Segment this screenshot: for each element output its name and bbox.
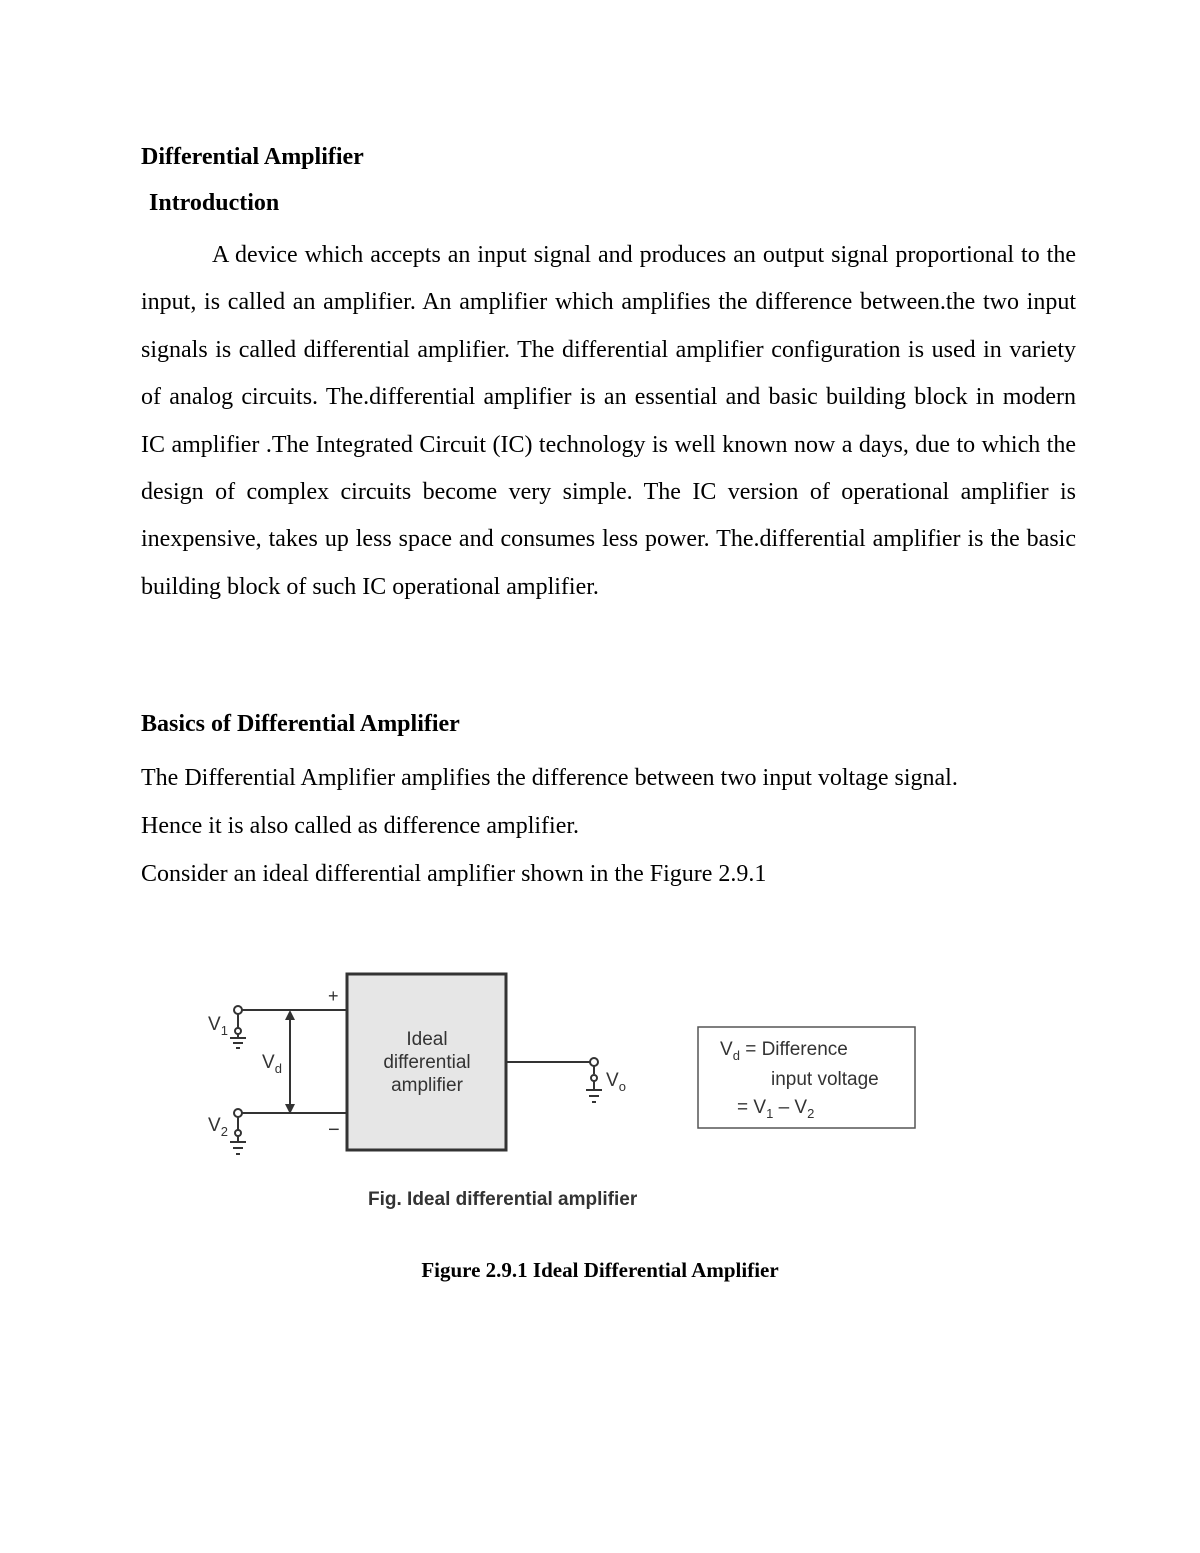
v1-label: $V_1$: [208, 1014, 228, 1038]
basics-line: Consider an ideal differential amplifier shown in the Figure 2.9.1: [141, 861, 767, 887]
document-title: Differential Amplifier: [141, 144, 364, 170]
basics-line: Hence it is also called as difference amplifier.: [141, 813, 580, 839]
definition-line-2: input voltage: [771, 1069, 879, 1090]
figure-caption: Figure 2.9.1 Ideal Differential Amplifier: [421, 1258, 779, 1282]
v2-label: $V_2$: [208, 1115, 228, 1139]
v1-terminal: [234, 1006, 242, 1014]
vo-label: $V_o$: [606, 1070, 626, 1094]
box-label-line-3: amplifier: [391, 1075, 463, 1096]
introduction-heading: Introduction: [149, 190, 280, 216]
v2-terminal: [234, 1109, 242, 1117]
basics-heading: Basics of Differential Amplifier: [141, 711, 460, 737]
differential-amplifier-figure: [180, 960, 940, 1220]
basics-line: The Differential Amplifier amplifies the difference between two input voltage signal.: [141, 765, 958, 791]
basics-text: [141, 754, 958, 898]
vd-label: $V_d$: [262, 1052, 282, 1076]
definition-line-1: $V_d$ = Difference: [720, 1039, 848, 1063]
box-label-line-2: differential: [383, 1052, 471, 1073]
figure-inner-caption: Fig. Ideal differential amplifier: [368, 1189, 638, 1210]
definition-line-3: = $V_1 - V_2$: [737, 1097, 815, 1121]
box-label-line-1: Ideal: [406, 1029, 448, 1050]
minus-sign: −: [328, 1119, 340, 1141]
introduction-paragraph: A device which accepts an input signal and produces an output signal proportional to the input, is called an amplifier. An amplifier which amplifies the difference between.the two input signals is called differential amplifier. The differential amplifier configuration is used in variety of analog circuits. The.differential amplifier is an essential and basic building block in modern IC amplifier .The Integrated Circuit (IC) technology is well known now a days, due to which the design of complex circuits become very simple. The IC version of operational amplifier is inexpensive, takes up less space and consumes less power. The.differential amplifier is the basic building block of such IC operational amplifier.: [141, 242, 1076, 600]
plus-sign: +: [328, 986, 339, 1006]
vo-terminal: [590, 1058, 598, 1066]
